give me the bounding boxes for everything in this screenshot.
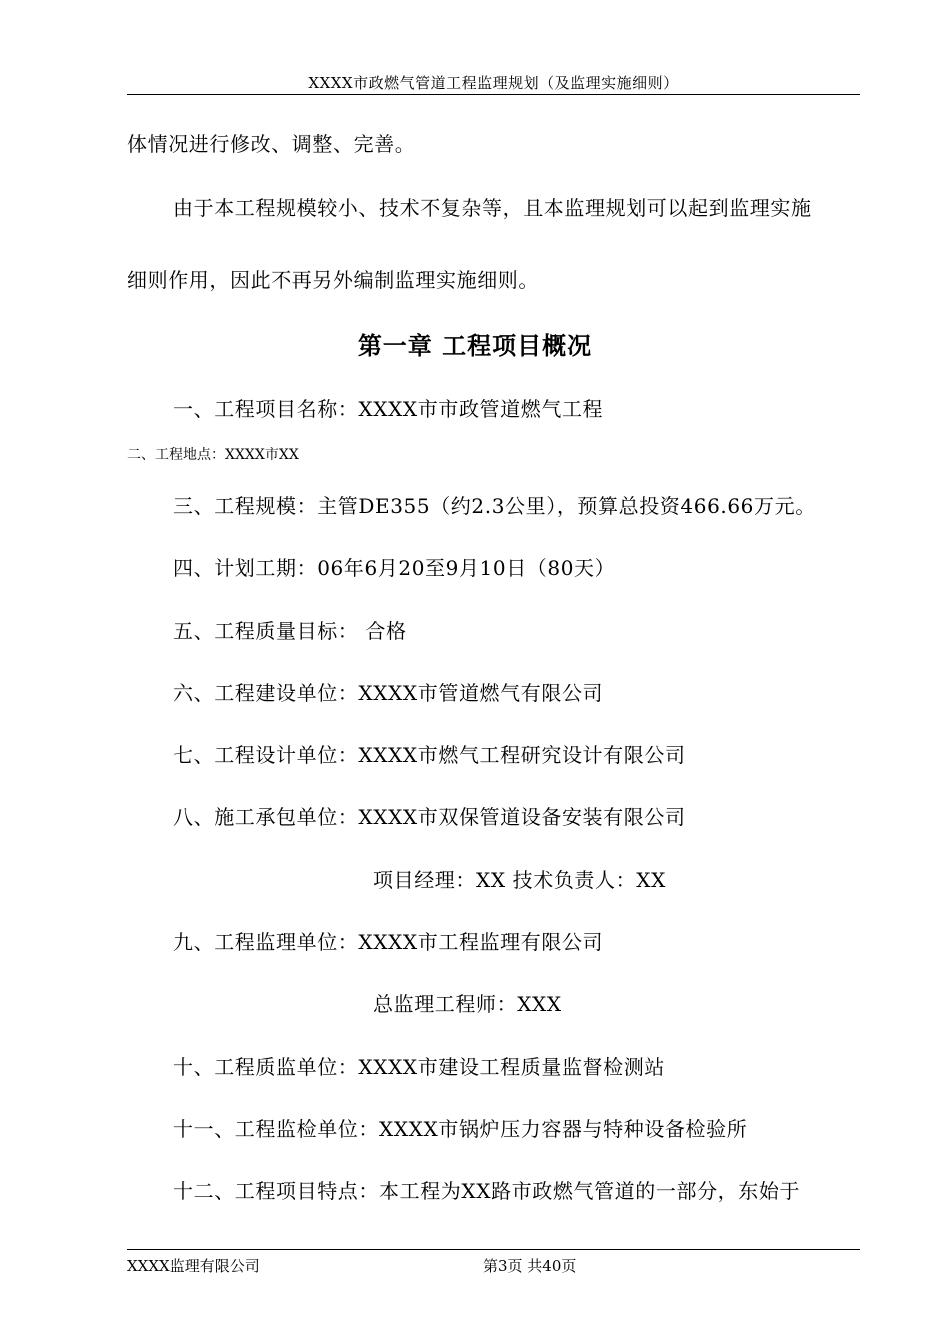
footer-page-number: 第3页 共40页 [483, 1257, 577, 1275]
list-item: 四、计划工期：06年6月20至9月10日（80天） [173, 556, 616, 580]
chapter-title: 第一章 工程项目概况 [357, 331, 593, 360]
list-item: 一、工程项目名称：XXXX市市政管道燃气工程 [173, 397, 604, 421]
list-item: 十一、工程监检单位：XXXX市锅炉压力容器与特种设备检验所 [173, 1117, 748, 1141]
paragraph-line: 由于本工程规模较小、技术不复杂等，且本监理规划可以起到监理实施 [173, 196, 812, 220]
list-item: 三、工程规模：主管DE355（约2.3公里），预算总投资466.66万元。 [173, 494, 816, 518]
list-item: 五、工程质量目标： 合格 [173, 619, 407, 643]
list-item: 十、工程质监单位：XXXX市建设工程质量监督检测站 [173, 1055, 665, 1079]
list-item: 六、工程建设单位：XXXX市管道燃气有限公司 [173, 681, 604, 705]
paragraph-tail: 体情况进行修改、调整、完善。 [127, 132, 416, 156]
paragraph-line: 细则作用，因此不再另外编制监理实施细则。 [127, 268, 539, 292]
list-item: 八、施工承包单位：XXXX市双保管道设备安装有限公司 [173, 805, 686, 829]
list-item: 十二、工程项目特点：本工程为XX路市政燃气管道的一部分，东始于 [173, 1179, 801, 1203]
footer-rule [127, 1249, 860, 1250]
list-item: 项目经理：XX 技术负责人：XX [373, 868, 666, 892]
page-header-title: XXXX市政燃气管道工程监理规划（及监理实施细则） [308, 74, 679, 92]
list-item: 七、工程设计单位：XXXX市燃气工程研究设计有限公司 [173, 743, 686, 767]
header-rule [127, 94, 860, 95]
list-item: 二、工程地点：XXXX市XX [127, 447, 299, 463]
footer-company: XXXX监理有限公司 [127, 1257, 260, 1275]
list-item: 总监理工程师：XXX [373, 992, 562, 1016]
list-item: 九、工程监理单位：XXXX市工程监理有限公司 [173, 930, 604, 954]
